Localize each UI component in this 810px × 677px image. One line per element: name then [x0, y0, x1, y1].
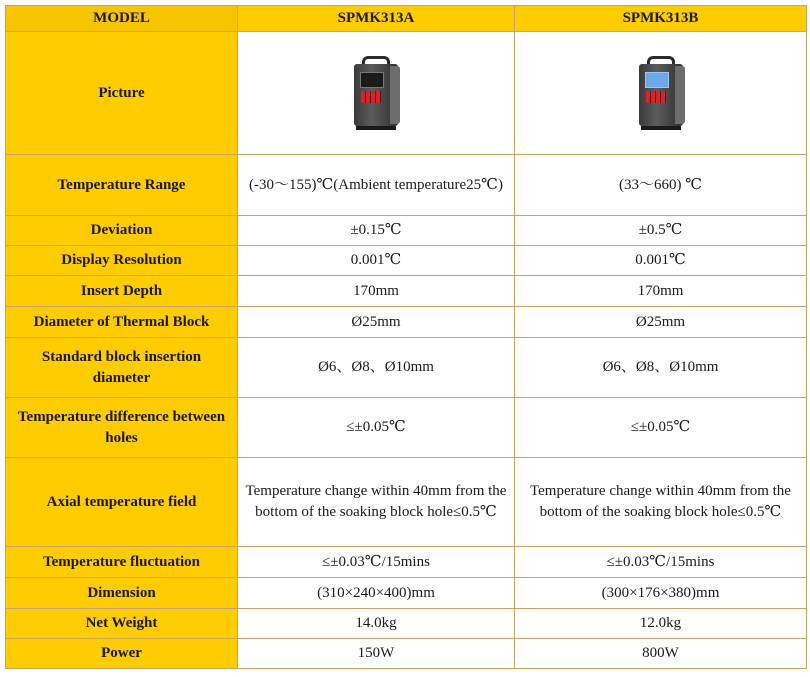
table-row	[6, 578, 807, 609]
row-label: Standard block insertion diameter	[6, 338, 238, 398]
spec-table	[5, 5, 807, 669]
value-a: ≤±0.03℃/15mins	[238, 547, 515, 578]
value-a: Ø25mm	[238, 307, 515, 338]
table-row	[6, 639, 807, 669]
value-a: 150W	[238, 639, 515, 669]
row-label: Net Weight	[6, 609, 238, 639]
picture-row	[6, 32, 807, 155]
value-a: Ø6、Ø8、Ø10mm	[238, 338, 515, 398]
model-header: MODEL	[6, 6, 238, 32]
value-b: ±0.5℃	[515, 216, 807, 246]
picture-label: Picture	[6, 32, 238, 155]
value-a: (310×240×400)mm	[238, 578, 515, 609]
table-row	[6, 246, 807, 276]
row-label: Insert Depth	[6, 276, 238, 307]
value-a: Temperature change within 40mm from the bottom of the soaking block hole≤0.5℃	[238, 458, 515, 547]
row-label: Power	[6, 639, 238, 669]
value-b: ≤±0.05℃	[515, 398, 807, 458]
value-b: Temperature change within 40mm from the bottom of the soaking block hole≤0.5℃	[515, 458, 807, 547]
table-row	[6, 398, 807, 458]
row-label: Display Resolution	[6, 246, 238, 276]
value-b: ≤±0.03℃/15mins	[515, 547, 807, 578]
picture-b-cell	[515, 32, 807, 155]
row-label: Temperature fluctuation	[6, 547, 238, 578]
value-b: 170mm	[515, 276, 807, 307]
table-row	[6, 338, 807, 398]
value-b: 0.001℃	[515, 246, 807, 276]
value-a: 0.001℃	[238, 246, 515, 276]
table-row	[6, 155, 807, 216]
device-photo-a	[352, 56, 400, 130]
value-b: (33～660) ℃	[515, 155, 807, 216]
row-label: Axial temperature field	[6, 458, 238, 547]
model-a-header: SPMK313A	[238, 6, 515, 32]
value-a: (-30～155)℃(Ambient temperature25℃)	[238, 155, 515, 216]
value-b: Ø6、Ø8、Ø10mm	[515, 338, 807, 398]
value-a: ±0.15℃	[238, 216, 515, 246]
value-a: 170mm	[238, 276, 515, 307]
device-photo-b	[637, 56, 685, 130]
picture-a-cell	[238, 32, 515, 155]
value-b: (300×176×380)mm	[515, 578, 807, 609]
value-a: 14.0kg	[238, 609, 515, 639]
row-label: Temperature difference between holes	[6, 398, 238, 458]
table-row	[6, 307, 807, 338]
table-row	[6, 216, 807, 246]
table-row	[6, 547, 807, 578]
value-b: 800W	[515, 639, 807, 669]
row-label: Deviation	[6, 216, 238, 246]
value-a: ≤±0.05℃	[238, 398, 515, 458]
row-label: Temperature Range	[6, 155, 238, 216]
header-row	[6, 6, 807, 32]
table-row	[6, 458, 807, 547]
value-b: 12.0kg	[515, 609, 807, 639]
table-row	[6, 609, 807, 639]
row-label: Dimension	[6, 578, 238, 609]
value-b: Ø25mm	[515, 307, 807, 338]
row-label: Diameter of Thermal Block	[6, 307, 238, 338]
model-b-header: SPMK313B	[515, 6, 807, 32]
table-row	[6, 276, 807, 307]
